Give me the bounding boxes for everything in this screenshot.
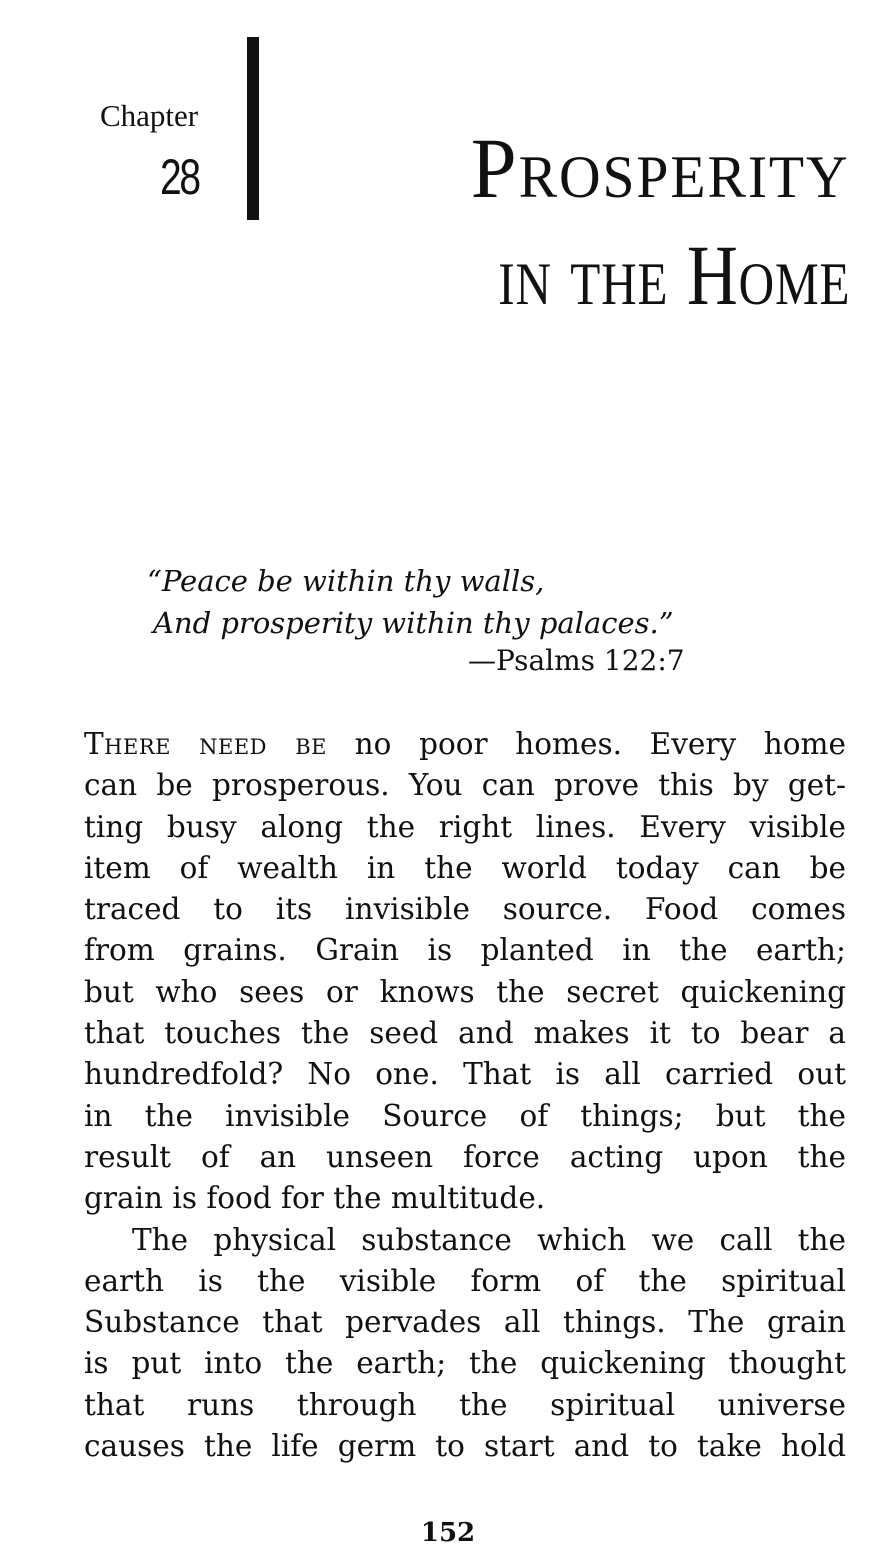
body-line: in the invisible Source of things; but the [84,1098,846,1133]
body-line: traced to its invisible source. Food comes [84,892,846,927]
body-line: can be prosperous. You can prove this by get- [84,768,846,803]
chapter-label: Chapter [100,98,199,133]
epigraph-source: —Psalms 122:7 [468,644,685,677]
body-line: causes the life germ to start and to take hold [84,1429,846,1464]
chapter-title-line-1: Prosperity [471,120,850,216]
body-line: is put into the earth; the quickening thought [84,1346,846,1381]
page-number: 152 [420,1518,476,1548]
body-line: item of wealth in the world today can be [84,850,846,885]
body-line: that touches the seed and makes it to bear a [84,1016,846,1051]
body-line [84,724,846,765]
body-line: that runs through the spiritual universe [84,1387,846,1422]
body-line: but who sees or knows the secret quickening [84,974,846,1009]
body-line: hundredfold? No one. That is all carried out [84,1057,846,1092]
chapter-divider-rule [247,37,259,220]
chapter-number: 28 [160,149,199,205]
body-line: Substance that pervades all things. The grain [84,1305,846,1340]
body-line: The physical substance which we call the [132,1222,846,1257]
body-line: ting busy along the right lines. Every visible [84,809,846,844]
body-line: result of an unseen force acting upon the [84,1139,846,1174]
body-line-text: no poor homes. Every home [354,727,846,761]
body-text [84,724,846,1467]
epigraph [147,560,747,644]
body-line: from grains. Grain is planted in the earth; [84,933,846,968]
epigraph-line: “Peace be within thy walls, [147,564,545,598]
lead-in-smallcaps: There need be [84,727,327,761]
body-line: grain is food for the multitude. [84,1181,546,1216]
epigraph-line: And prosperity within thy palaces.” [153,606,674,640]
chapter-title-line-2: in the Home [497,227,850,323]
body-line: earth is the visible form of the spiritual [84,1263,846,1298]
